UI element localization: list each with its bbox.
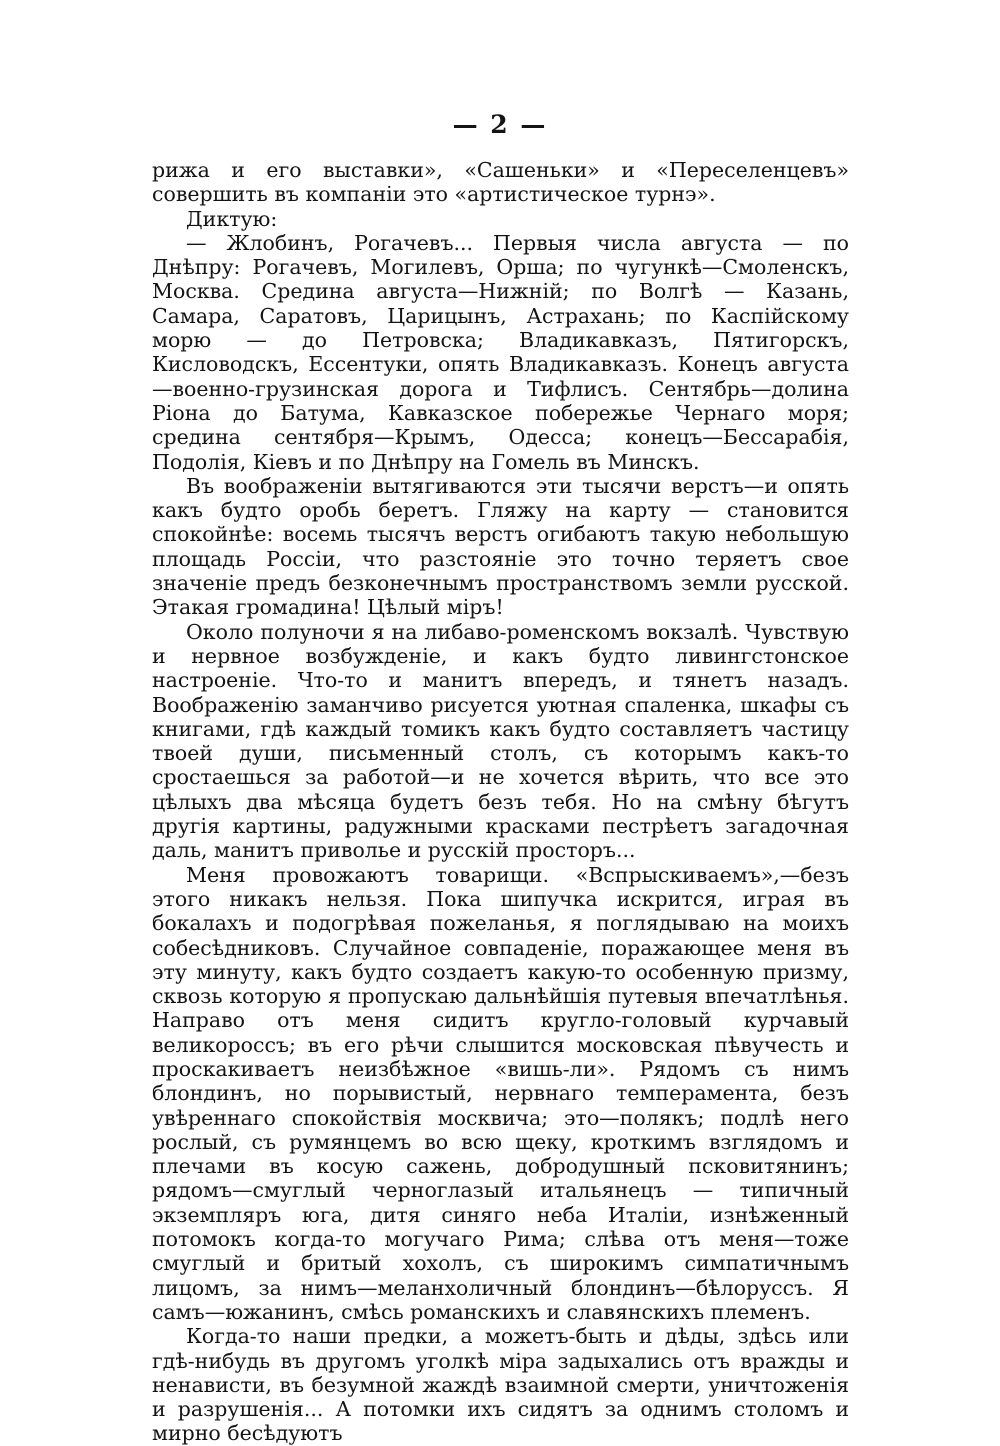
paragraph-6: Меня провожаютъ товарищи. «Вспрыскиваемъ»,—безъ этого никакъ нельзя. Пока шипучка искрится, играя въ бокалахъ и подогрѣвая пожеланья, я поглядываю на моихъ собесѣдниковъ. Случайное совпаденіе, поражающее меня въ эту минуту, какъ будто создаетъ какую-то особенную призму, сквозь которую я пропускаю дальнѣйшія путевыя впечатлѣнья. Направо отъ меня сидитъ кругло-головый курчавый великороссъ; въ его рѣчи слышится московская пѣвучесть и проскакиваетъ неизбѣжное «вишь-ли». Рядомъ съ нимъ блондинъ, но порывистый, нервнаго темперамента, безъ увѣреннаго спокойствія москвича; это—полякъ; подлѣ него рослый, съ румянцемъ во всю щеку, кроткимъ взглядомъ и плечами въ косую сажень, добродушный псковитянинъ; рядомъ—смуглый черноглазый итальянецъ — типичный экземпляръ юга, дитя синяго неба Италіи, изнѣженный потомокъ когда-то могучаго Рима; слѣва отъ меня—тоже смуглый и бритый хохолъ, съ широкимъ симпатичнымъ лицомъ, за нимъ—меланхоличный блондинъ—бѣлоруссъ. Я самъ—южанинъ, смѣсь романскихъ и славянскихъ племенъ. — [152, 862, 849, 1324]
paragraph-5: Около полуночи я на либаво-роменскомъ вокзалѣ. Чувствую и нервное возбужденіе, и какъ будто ливингстонское настроеніе. Что-то и манитъ впередъ, и тянетъ назадъ. Воображенію заманчиво рисуется уютная спаленка, шкафы съ книгами, гдѣ каждый томикъ какъ будто составляетъ частицу твоей души, письменный столъ, съ которымъ какъ-то сростаешься за работой—и не хочется вѣрить, что все это цѣлыхъ два мѣсяца будетъ безъ тебя. Но на смѣну бѣгутъ другія картины, радужными красками пестрѣетъ загадочная даль, манитъ приволье и русскій просторъ... — [152, 619, 849, 863]
paragraph-2: Диктую: — [186, 206, 278, 231]
paragraph-7: Когда-то наши предки, а можетъ-быть и дѣды, здѣсь или гдѣ-нибудь въ другомъ уголкѣ міра задыхались отъ вражды и ненависти, въ безумной жаждѣ взаимной смерти, уничтоженія и разрушенія... А потомки ихъ сидятъ за однимъ столомъ и мирно бесѣдуютъ — [152, 1324, 849, 1446]
paragraph-3: — Жлобинъ, Рогачевъ... Первыя числа августа — по Днѣпру: Рогачевъ, Могилевъ, Орша; по чугункѣ—Смоленскъ, Москва. Средина августа—Нижній; по Волгѣ — Казань, Самара, Саратовъ, Царицынъ, Астрахань; по Каспійскому морю — до Петровска; Владикавказъ, Пятигорскъ, Кисловодскъ, Ессентуки, опять Владикавказъ. Конецъ августа—военно-грузинская дорога и Тифлисъ. Сентябрь—долина Ріона до Батума, Кавказское побережье Чернаго моря; средина сентября—Крымъ, Одесса; конецъ—Бессарабія, Подолія, Кіевъ и по Днѣпру на Гомель въ Минскъ. — [152, 230, 849, 474]
paragraph-4: Въ воображеніи вытягиваются эти тысячи верстъ—и опять какъ будто оробь беретъ. Гляжу на карту — становится спокойнѣе: восемь тысячъ верстъ огибаютъ такую небольшую площадь Россіи, что разстояніе это точно теряетъ свое значеніе предъ безконечнымъ пространствомъ земли русской. Этакая громадина! Цѣлый міръ! — [152, 473, 849, 620]
paragraph-1: рижа и его выставки», «Сашеньки» и «Переселенцевъ» совершить въ компаніи это «артистическое турнэ». — [152, 158, 849, 207]
body-text — [152, 158, 849, 1446]
page-number: — 2 — — [452, 110, 548, 139]
